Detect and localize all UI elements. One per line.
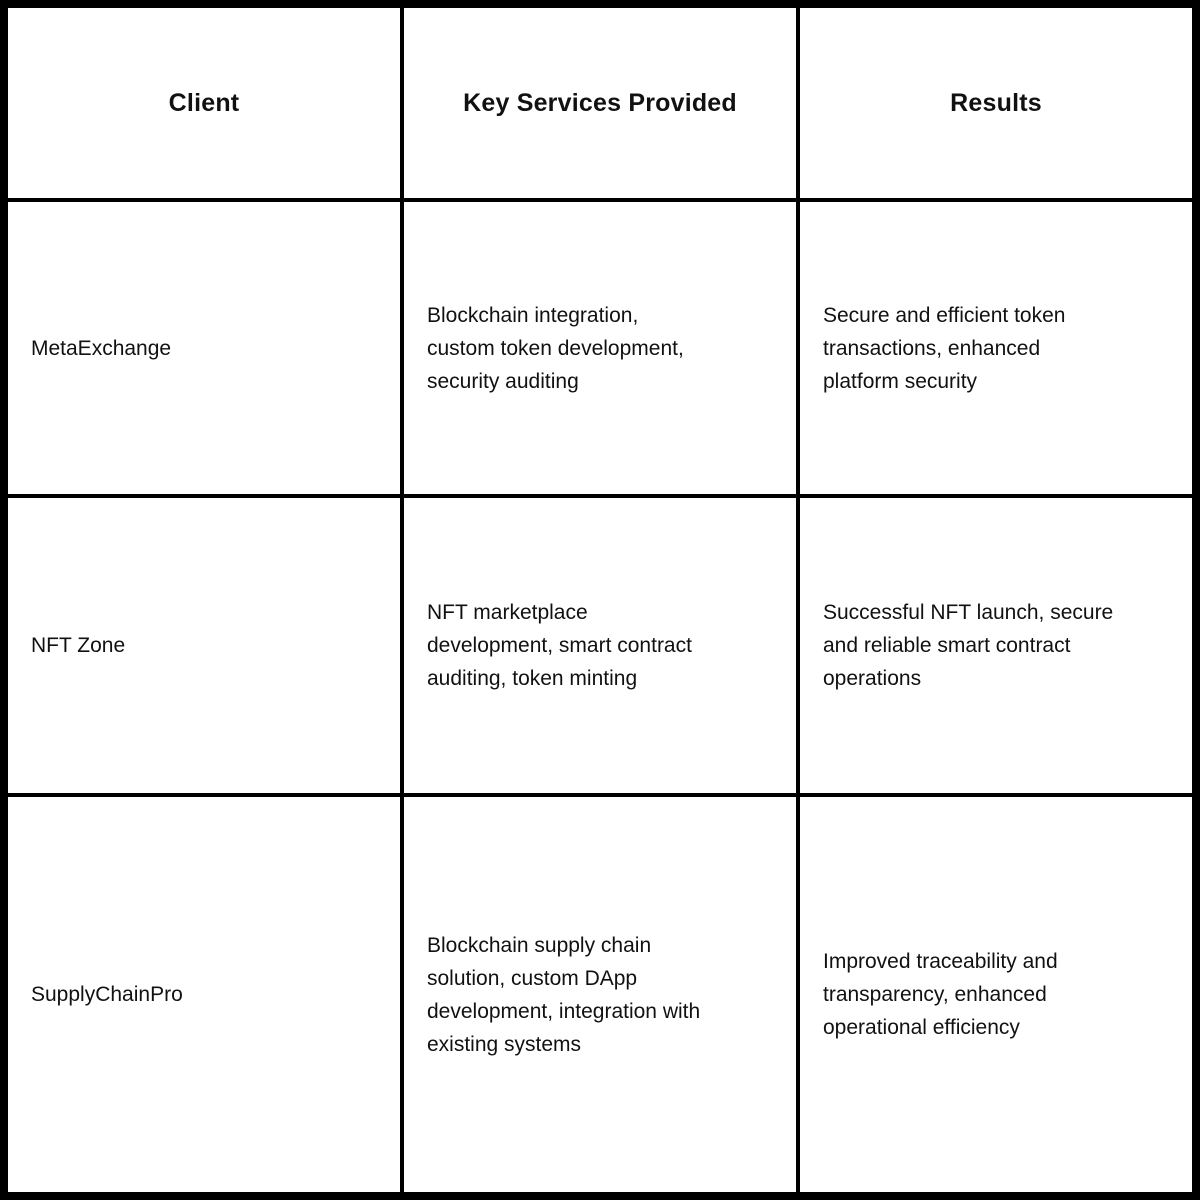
cell-services-metaexchange: Blockchain integration, custom token development, security auditing [404,202,796,494]
cell-client-nft-zone: NFT Zone [8,498,400,793]
cell-client-metaexchange: MetaExchange [8,202,400,494]
cell-client-supplychainpro: SupplyChainPro [8,797,400,1192]
cell-services-supplychainpro: Blockchain supply chain solution, custom DApp development, integration with existing systems [404,797,796,1192]
header-cell-client: Client [8,8,400,198]
cell-services-nft-zone: NFT marketplace development, smart contract auditing, token minting [404,498,796,793]
cell-results-metaexchange: Secure and efficient token transactions, enhanced platform security [800,202,1192,494]
cell-results-nft-zone: Successful NFT launch, secure and reliable smart contract operations [800,498,1192,793]
header-cell-results: Results [800,8,1192,198]
cell-results-supplychainpro: Improved traceability and transparency, enhanced operational efficiency [800,797,1192,1192]
header-cell-key-services: Key Services Provided [404,8,796,198]
